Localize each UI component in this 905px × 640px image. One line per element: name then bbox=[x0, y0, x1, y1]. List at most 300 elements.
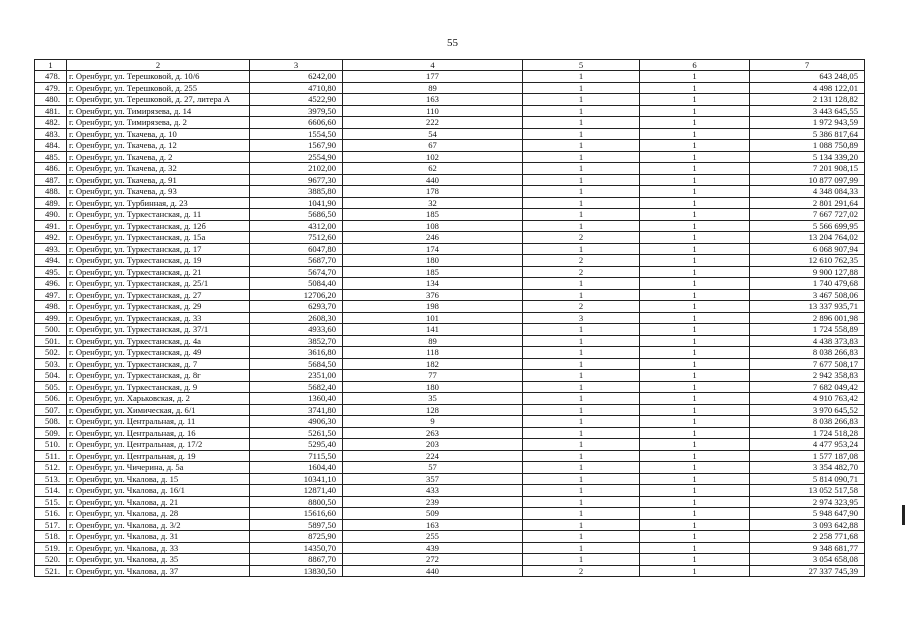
col6-cell: 1 bbox=[640, 531, 750, 543]
row-number: 489. bbox=[35, 197, 67, 209]
amount-cell: 7 682 049,42 bbox=[750, 381, 865, 393]
col6-cell: 1 bbox=[640, 128, 750, 140]
col5-cell: 2 bbox=[523, 255, 640, 267]
area-cell: 4522,90 bbox=[250, 94, 343, 106]
amount-cell: 4 477 953,24 bbox=[750, 439, 865, 451]
col6-cell: 1 bbox=[640, 220, 750, 232]
table-row bbox=[35, 462, 865, 474]
area-cell: 9677,30 bbox=[250, 174, 343, 186]
col6-cell: 1 bbox=[640, 508, 750, 520]
row-number: 507. bbox=[35, 404, 67, 416]
amount-cell: 3 467 508,06 bbox=[750, 289, 865, 301]
page-number: 55 bbox=[447, 37, 458, 49]
col6-cell: 1 bbox=[640, 416, 750, 428]
row-number: 499. bbox=[35, 312, 67, 324]
amount-cell: 2 896 001,98 bbox=[750, 312, 865, 324]
table-row bbox=[35, 174, 865, 186]
col5-cell: 1 bbox=[523, 151, 640, 163]
row-number: 482. bbox=[35, 117, 67, 129]
row-number: 483. bbox=[35, 128, 67, 140]
table-row bbox=[35, 496, 865, 508]
table-row bbox=[35, 427, 865, 439]
count-cell: 246 bbox=[343, 232, 523, 244]
col6-cell: 1 bbox=[640, 358, 750, 370]
table-row bbox=[35, 117, 865, 129]
address-cell: г. Оренбург, ул. Тимирязева, д. 2 bbox=[67, 117, 250, 129]
col6-cell: 1 bbox=[640, 404, 750, 416]
row-number: 514. bbox=[35, 485, 67, 497]
col5-cell: 1 bbox=[523, 404, 640, 416]
col5-cell: 1 bbox=[523, 358, 640, 370]
col5-cell: 1 bbox=[523, 485, 640, 497]
row-number: 509. bbox=[35, 427, 67, 439]
row-number: 521. bbox=[35, 565, 67, 577]
col6-cell: 1 bbox=[640, 485, 750, 497]
area-cell: 8867,70 bbox=[250, 554, 343, 566]
col6-cell: 1 bbox=[640, 243, 750, 255]
count-cell: 101 bbox=[343, 312, 523, 324]
count-cell: 141 bbox=[343, 324, 523, 336]
count-cell: 224 bbox=[343, 450, 523, 462]
count-cell: 439 bbox=[343, 542, 523, 554]
col6-cell: 1 bbox=[640, 151, 750, 163]
area-cell: 7115,50 bbox=[250, 450, 343, 462]
row-number: 487. bbox=[35, 174, 67, 186]
table-row bbox=[35, 335, 865, 347]
table-row bbox=[35, 209, 865, 221]
address-cell: г. Оренбург, ул. Туркестанская, д. 12б bbox=[67, 220, 250, 232]
count-cell: 110 bbox=[343, 105, 523, 117]
address-cell: г. Оренбург, ул. Туркестанская, д. 11 bbox=[67, 209, 250, 221]
address-cell: г. Оренбург, ул. Туркестанская, д. 15а bbox=[67, 232, 250, 244]
amount-cell: 5 134 339,20 bbox=[750, 151, 865, 163]
table-row bbox=[35, 439, 865, 451]
col6-cell: 1 bbox=[640, 335, 750, 347]
amount-cell: 3 443 645,55 bbox=[750, 105, 865, 117]
col5-cell: 1 bbox=[523, 335, 640, 347]
col5-cell: 1 bbox=[523, 94, 640, 106]
count-cell: 178 bbox=[343, 186, 523, 198]
area-cell: 2608,30 bbox=[250, 312, 343, 324]
col5-cell: 1 bbox=[523, 197, 640, 209]
row-number: 511. bbox=[35, 450, 67, 462]
table-row bbox=[35, 255, 865, 267]
amount-cell: 13 052 517,58 bbox=[750, 485, 865, 497]
table-row bbox=[35, 393, 865, 405]
table-body bbox=[35, 71, 865, 577]
count-cell: 9 bbox=[343, 416, 523, 428]
row-number: 490. bbox=[35, 209, 67, 221]
col6-cell: 1 bbox=[640, 209, 750, 221]
table-row bbox=[35, 519, 865, 531]
address-cell: г. Оренбург, ул. Ткачева, д. 93 bbox=[67, 186, 250, 198]
area-cell: 1360,40 bbox=[250, 393, 343, 405]
address-cell: г. Оренбург, ул. Туркестанская, д. 7 bbox=[67, 358, 250, 370]
table-row bbox=[35, 105, 865, 117]
amount-cell: 1 577 187,08 bbox=[750, 450, 865, 462]
count-cell: 182 bbox=[343, 358, 523, 370]
area-cell: 10341,10 bbox=[250, 473, 343, 485]
col5-cell: 1 bbox=[523, 381, 640, 393]
col6-cell: 1 bbox=[640, 370, 750, 382]
column-header: 5 bbox=[523, 60, 640, 71]
col5-cell: 1 bbox=[523, 209, 640, 221]
area-cell: 5674,70 bbox=[250, 266, 343, 278]
col6-cell: 1 bbox=[640, 117, 750, 129]
table-row bbox=[35, 381, 865, 393]
count-cell: 89 bbox=[343, 335, 523, 347]
address-cell: г. Оренбург, ул. Терешковой, д. 10/6 bbox=[67, 71, 250, 83]
col5-cell: 1 bbox=[523, 519, 640, 531]
amount-cell: 643 248,05 bbox=[750, 71, 865, 83]
count-cell: 198 bbox=[343, 301, 523, 313]
count-cell: 222 bbox=[343, 117, 523, 129]
row-number: 518. bbox=[35, 531, 67, 543]
area-cell: 3979,50 bbox=[250, 105, 343, 117]
area-cell: 4906,30 bbox=[250, 416, 343, 428]
col5-cell: 1 bbox=[523, 243, 640, 255]
col6-cell: 1 bbox=[640, 519, 750, 531]
area-cell: 6242,00 bbox=[250, 71, 343, 83]
col5-cell: 2 bbox=[523, 266, 640, 278]
count-cell: 263 bbox=[343, 427, 523, 439]
amount-cell: 8 038 266,83 bbox=[750, 416, 865, 428]
address-cell: г. Оренбург, ул. Туркестанская, д. 21 bbox=[67, 266, 250, 278]
count-cell: 185 bbox=[343, 266, 523, 278]
address-cell: г. Оренбург, ул. Чкалова, д. 33 bbox=[67, 542, 250, 554]
col5-cell: 1 bbox=[523, 508, 640, 520]
area-cell: 5686,50 bbox=[250, 209, 343, 221]
row-number: 491. bbox=[35, 220, 67, 232]
address-cell: г. Оренбург, ул. Чкалова, д. 3/2 bbox=[67, 519, 250, 531]
table-row bbox=[35, 542, 865, 554]
col5-cell: 1 bbox=[523, 220, 640, 232]
column-header: 3 bbox=[250, 60, 343, 71]
address-cell: г. Оренбург, ул. Чкалова, д. 31 bbox=[67, 531, 250, 543]
row-number: 494. bbox=[35, 255, 67, 267]
col6-cell: 1 bbox=[640, 186, 750, 198]
table-row bbox=[35, 358, 865, 370]
address-cell: г. Оренбург, ул. Турбинная, д. 23 bbox=[67, 197, 250, 209]
row-number: 505. bbox=[35, 381, 67, 393]
row-number: 506. bbox=[35, 393, 67, 405]
amount-cell: 2 131 128,82 bbox=[750, 94, 865, 106]
amount-cell: 3 970 645,52 bbox=[750, 404, 865, 416]
col5-cell: 2 bbox=[523, 301, 640, 313]
count-cell: 376 bbox=[343, 289, 523, 301]
area-cell: 3616,80 bbox=[250, 347, 343, 359]
amount-cell: 2 258 771,68 bbox=[750, 531, 865, 543]
col5-cell: 1 bbox=[523, 347, 640, 359]
address-cell: г. Оренбург, ул. Чкалова, д. 37 bbox=[67, 565, 250, 577]
address-cell: г. Оренбург, ул. Чкалова, д. 28 bbox=[67, 508, 250, 520]
col5-cell: 1 bbox=[523, 542, 640, 554]
address-cell: г. Оренбург, ул. Туркестанская, д. 4а bbox=[67, 335, 250, 347]
table-row bbox=[35, 301, 865, 313]
col5-cell: 1 bbox=[523, 462, 640, 474]
col6-cell: 1 bbox=[640, 324, 750, 336]
col6-cell: 1 bbox=[640, 301, 750, 313]
col6-cell: 1 bbox=[640, 140, 750, 152]
area-cell: 8800,50 bbox=[250, 496, 343, 508]
col6-cell: 1 bbox=[640, 554, 750, 566]
row-number: 485. bbox=[35, 151, 67, 163]
address-cell: г. Оренбург, ул. Центральная, д. 16 bbox=[67, 427, 250, 439]
table-row bbox=[35, 370, 865, 382]
amount-cell: 27 337 745,39 bbox=[750, 565, 865, 577]
count-cell: 185 bbox=[343, 209, 523, 221]
area-cell: 5682,40 bbox=[250, 381, 343, 393]
row-number: 488. bbox=[35, 186, 67, 198]
col5-cell: 1 bbox=[523, 531, 640, 543]
row-number: 516. bbox=[35, 508, 67, 520]
address-cell: г. Оренбург, ул. Харьковская, д. 2 bbox=[67, 393, 250, 405]
col6-cell: 1 bbox=[640, 393, 750, 405]
amount-cell: 13 337 935,71 bbox=[750, 301, 865, 313]
area-cell: 1554,50 bbox=[250, 128, 343, 140]
table-row bbox=[35, 473, 865, 485]
address-cell: г. Оренбург, ул. Ткачева, д. 12 bbox=[67, 140, 250, 152]
col5-cell: 1 bbox=[523, 427, 640, 439]
amount-cell: 4 910 763,42 bbox=[750, 393, 865, 405]
area-cell: 7512,60 bbox=[250, 232, 343, 244]
count-cell: 128 bbox=[343, 404, 523, 416]
column-header: 1 bbox=[35, 60, 67, 71]
row-number: 519. bbox=[35, 542, 67, 554]
count-cell: 62 bbox=[343, 163, 523, 175]
col6-cell: 1 bbox=[640, 278, 750, 290]
table-row bbox=[35, 71, 865, 83]
row-number: 486. bbox=[35, 163, 67, 175]
col6-cell: 1 bbox=[640, 565, 750, 577]
row-number: 508. bbox=[35, 416, 67, 428]
count-cell: 118 bbox=[343, 347, 523, 359]
row-number: 515. bbox=[35, 496, 67, 508]
col6-cell: 1 bbox=[640, 71, 750, 83]
address-cell: г. Оренбург, ул. Туркестанская, д. 49 bbox=[67, 347, 250, 359]
table-row bbox=[35, 565, 865, 577]
area-cell: 8725,90 bbox=[250, 531, 343, 543]
amount-cell: 12 610 762,35 bbox=[750, 255, 865, 267]
row-number: 510. bbox=[35, 439, 67, 451]
col5-cell: 1 bbox=[523, 71, 640, 83]
address-cell: г. Оренбург, ул. Туркестанская, д. 33 bbox=[67, 312, 250, 324]
col5-cell: 1 bbox=[523, 289, 640, 301]
table-row bbox=[35, 347, 865, 359]
col6-cell: 1 bbox=[640, 289, 750, 301]
amount-cell: 9 900 127,88 bbox=[750, 266, 865, 278]
header-row bbox=[35, 60, 865, 71]
address-cell: г. Оренбург, ул. Ткачева, д. 91 bbox=[67, 174, 250, 186]
table-row bbox=[35, 94, 865, 106]
col5-cell: 2 bbox=[523, 565, 640, 577]
row-number: 481. bbox=[35, 105, 67, 117]
table-row bbox=[35, 140, 865, 152]
count-cell: 67 bbox=[343, 140, 523, 152]
col6-cell: 1 bbox=[640, 450, 750, 462]
col6-cell: 1 bbox=[640, 462, 750, 474]
address-cell: г. Оренбург, ул. Чкалова, д. 21 bbox=[67, 496, 250, 508]
table-row bbox=[35, 266, 865, 278]
row-number: 501. bbox=[35, 335, 67, 347]
table-row bbox=[35, 450, 865, 462]
col5-cell: 1 bbox=[523, 439, 640, 451]
count-cell: 180 bbox=[343, 255, 523, 267]
area-cell: 6606,60 bbox=[250, 117, 343, 129]
count-cell: 180 bbox=[343, 381, 523, 393]
area-cell: 1041,90 bbox=[250, 197, 343, 209]
table-row bbox=[35, 82, 865, 94]
amount-cell: 4 438 373,83 bbox=[750, 335, 865, 347]
address-cell: г. Оренбург, ул. Химическая, д. 6/1 bbox=[67, 404, 250, 416]
address-cell: г. Оренбург, ул. Туркестанская, д. 25/1 bbox=[67, 278, 250, 290]
amount-cell: 1 088 750,89 bbox=[750, 140, 865, 152]
area-cell: 13830,50 bbox=[250, 565, 343, 577]
amount-cell: 5 948 647,90 bbox=[750, 508, 865, 520]
table-row bbox=[35, 531, 865, 543]
table-row bbox=[35, 404, 865, 416]
count-cell: 134 bbox=[343, 278, 523, 290]
count-cell: 77 bbox=[343, 370, 523, 382]
address-cell: г. Оренбург, ул. Терешковой, д. 255 bbox=[67, 82, 250, 94]
amount-cell: 4 498 122,01 bbox=[750, 82, 865, 94]
table-row bbox=[35, 186, 865, 198]
amount-cell: 1 724 558,89 bbox=[750, 324, 865, 336]
count-cell: 440 bbox=[343, 174, 523, 186]
col6-cell: 1 bbox=[640, 381, 750, 393]
row-number: 479. bbox=[35, 82, 67, 94]
count-cell: 57 bbox=[343, 462, 523, 474]
row-number: 495. bbox=[35, 266, 67, 278]
area-cell: 2102,00 bbox=[250, 163, 343, 175]
area-cell: 6293,70 bbox=[250, 301, 343, 313]
row-number: 484. bbox=[35, 140, 67, 152]
table-row bbox=[35, 151, 865, 163]
area-cell: 2351,00 bbox=[250, 370, 343, 382]
row-number: 520. bbox=[35, 554, 67, 566]
area-cell: 15616,60 bbox=[250, 508, 343, 520]
amount-cell: 1 724 518,28 bbox=[750, 427, 865, 439]
amount-cell: 10 877 097,99 bbox=[750, 174, 865, 186]
count-cell: 177 bbox=[343, 71, 523, 83]
table-row bbox=[35, 289, 865, 301]
row-number: 496. bbox=[35, 278, 67, 290]
amount-cell: 7 667 727,02 bbox=[750, 209, 865, 221]
area-cell: 5684,50 bbox=[250, 358, 343, 370]
count-cell: 440 bbox=[343, 565, 523, 577]
amount-cell: 5 386 817,64 bbox=[750, 128, 865, 140]
table-row bbox=[35, 243, 865, 255]
col5-cell: 1 bbox=[523, 278, 640, 290]
count-cell: 163 bbox=[343, 519, 523, 531]
col6-cell: 1 bbox=[640, 312, 750, 324]
table-row bbox=[35, 312, 865, 324]
col6-cell: 1 bbox=[640, 174, 750, 186]
area-cell: 3741,80 bbox=[250, 404, 343, 416]
count-cell: 163 bbox=[343, 94, 523, 106]
area-cell: 12706,20 bbox=[250, 289, 343, 301]
col6-cell: 1 bbox=[640, 496, 750, 508]
amount-cell: 1 972 943,59 bbox=[750, 117, 865, 129]
col5-cell: 1 bbox=[523, 128, 640, 140]
count-cell: 174 bbox=[343, 243, 523, 255]
col5-cell: 3 bbox=[523, 312, 640, 324]
area-cell: 2554,90 bbox=[250, 151, 343, 163]
count-cell: 54 bbox=[343, 128, 523, 140]
area-cell: 5084,40 bbox=[250, 278, 343, 290]
table-row bbox=[35, 128, 865, 140]
count-cell: 89 bbox=[343, 82, 523, 94]
row-number: 478. bbox=[35, 71, 67, 83]
area-cell: 5261,50 bbox=[250, 427, 343, 439]
col6-cell: 1 bbox=[640, 197, 750, 209]
amount-cell: 3 054 658,08 bbox=[750, 554, 865, 566]
column-header: 7 bbox=[750, 60, 865, 71]
amount-cell: 13 204 764,02 bbox=[750, 232, 865, 244]
area-cell: 1567,90 bbox=[250, 140, 343, 152]
amount-cell: 2 801 291,64 bbox=[750, 197, 865, 209]
amount-cell: 9 348 681,77 bbox=[750, 542, 865, 554]
area-cell: 12871,40 bbox=[250, 485, 343, 497]
area-cell: 5897,50 bbox=[250, 519, 343, 531]
col6-cell: 1 bbox=[640, 266, 750, 278]
count-cell: 272 bbox=[343, 554, 523, 566]
col6-cell: 1 bbox=[640, 255, 750, 267]
col6-cell: 1 bbox=[640, 232, 750, 244]
housing-table bbox=[34, 59, 865, 577]
amount-cell: 1 740 479,68 bbox=[750, 278, 865, 290]
area-cell: 5687,70 bbox=[250, 255, 343, 267]
amount-cell: 2 942 358,83 bbox=[750, 370, 865, 382]
col5-cell: 1 bbox=[523, 163, 640, 175]
area-cell: 14350,70 bbox=[250, 542, 343, 554]
address-cell: г. Оренбург, ул. Центральная, д. 17/2 bbox=[67, 439, 250, 451]
count-cell: 433 bbox=[343, 485, 523, 497]
address-cell: г. Оренбург, ул. Ткачева, д. 2 bbox=[67, 151, 250, 163]
col5-cell: 1 bbox=[523, 393, 640, 405]
table-row bbox=[35, 163, 865, 175]
amount-cell: 5 814 090,71 bbox=[750, 473, 865, 485]
address-cell: г. Оренбург, ул. Чкалова, д. 15 bbox=[67, 473, 250, 485]
amount-cell: 7 677 508,17 bbox=[750, 358, 865, 370]
row-number: 502. bbox=[35, 347, 67, 359]
address-cell: г. Оренбург, ул. Туркестанская, д. 19 bbox=[67, 255, 250, 267]
row-number: 493. bbox=[35, 243, 67, 255]
col6-cell: 1 bbox=[640, 94, 750, 106]
amount-cell: 7 201 908,15 bbox=[750, 163, 865, 175]
table-row bbox=[35, 220, 865, 232]
area-cell: 3885,80 bbox=[250, 186, 343, 198]
col5-cell: 1 bbox=[523, 105, 640, 117]
address-cell: г. Оренбург, ул. Туркестанская, д. 27 bbox=[67, 289, 250, 301]
table-row bbox=[35, 324, 865, 336]
col5-cell: 1 bbox=[523, 82, 640, 94]
table-row bbox=[35, 508, 865, 520]
row-number: 513. bbox=[35, 473, 67, 485]
count-cell: 102 bbox=[343, 151, 523, 163]
address-cell: г. Оренбург, ул. Ткачева, д. 10 bbox=[67, 128, 250, 140]
row-number: 517. bbox=[35, 519, 67, 531]
amount-cell: 6 068 907,94 bbox=[750, 243, 865, 255]
address-cell: г. Оренбург, ул. Терешковой, д. 27, литера А bbox=[67, 94, 250, 106]
row-number: 492. bbox=[35, 232, 67, 244]
area-cell: 4933,60 bbox=[250, 324, 343, 336]
table-row bbox=[35, 485, 865, 497]
col6-cell: 1 bbox=[640, 82, 750, 94]
col5-cell: 1 bbox=[523, 186, 640, 198]
address-cell: г. Оренбург, ул. Туркестанская, д. 17 bbox=[67, 243, 250, 255]
col5-cell: 1 bbox=[523, 174, 640, 186]
